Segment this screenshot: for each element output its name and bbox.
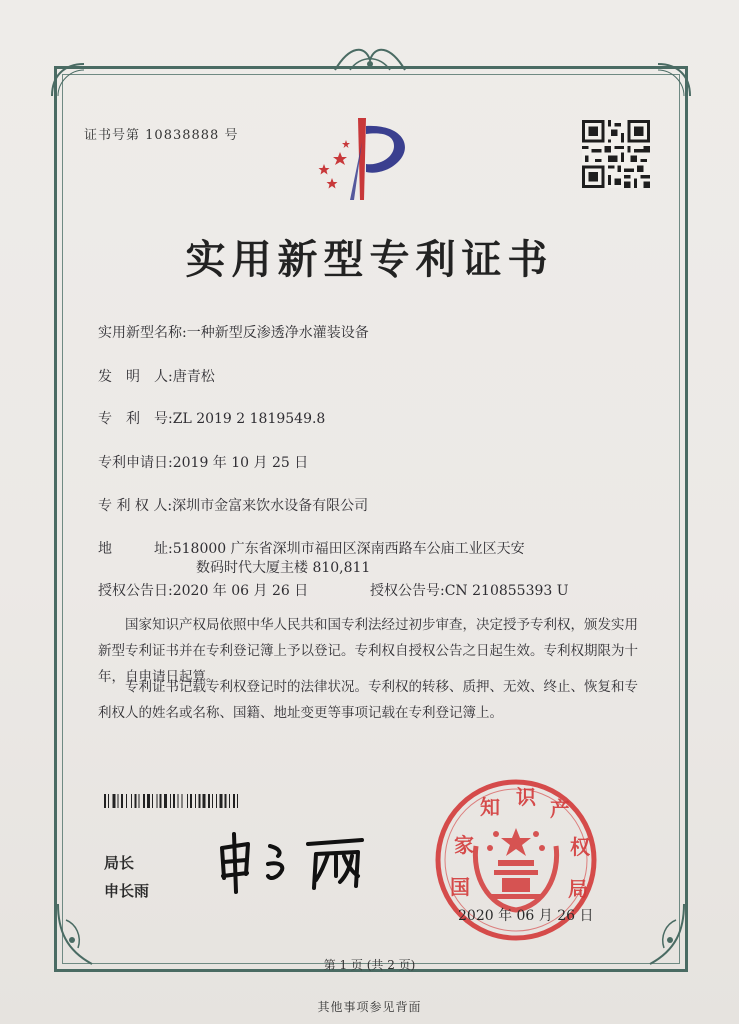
field-value: CN 210855393 U	[444, 583, 569, 599]
corner-ornament-tl	[48, 60, 88, 100]
certificate-title: 实用新型专利证书	[185, 236, 554, 283]
certificate-number-suffix: 号	[224, 128, 239, 143]
body-paragraph-2: 专利证书记载专利权登记时的法律状况。专利权的转移、质押、无效、终止、恢复和专利权人的姓名或名称、国籍、地址变更等事项记载在专利登记簿上。	[98, 679, 638, 721]
seal-date: 2020 年 06 月 26 日	[458, 908, 594, 924]
field-value: 518000 广东省深圳市福田区深南西路车公庙工业区天安	[172, 541, 525, 557]
field-value: ZL 2019 2 1819549.8	[172, 411, 326, 427]
field-label: 授权公告号:	[370, 583, 445, 599]
field-grant-number	[370, 580, 569, 600]
certificate-number	[84, 124, 238, 143]
field-label: 专 利 权 人:	[98, 498, 173, 514]
field-application-date	[98, 452, 308, 472]
field-patent-number	[98, 408, 325, 428]
qr-code-icon	[582, 120, 650, 188]
page-number: 第 1 页 (共 2 页)	[323, 958, 416, 972]
signatory-name: 申长雨	[104, 882, 150, 900]
field-address-line2: 数码时代大厦主楼 810,811	[196, 560, 371, 576]
corner-ornament-tr	[654, 60, 694, 100]
field-value: 深圳市金富来饮水设备有限公司	[172, 498, 369, 514]
back-side-note: 其他事项参见背面	[317, 1000, 422, 1014]
field-grant-date	[98, 580, 308, 600]
body-paragraph-1: 国家知识产权局依照中华人民共和国专利法经过初步审查，决定授予专利权，颁发实用新型专利证书并在专利登记簿上予以登记。专利权自授权公告之日起生效。专利权期限为十年，自申请日起算。	[98, 617, 638, 685]
certificate-number-value: 10838888	[145, 128, 220, 143]
cnipa-logo-icon	[310, 112, 420, 204]
svg-text:国 家 知 识 产: 国 家 知 识 产 权 局	[450, 785, 590, 901]
field-value: 唐青松	[172, 369, 215, 385]
field-label: 专 利 号:	[98, 411, 173, 427]
field-label: 地 址:	[98, 541, 173, 557]
certificate-number-label: 证书号第	[84, 128, 141, 143]
field-patentee	[98, 495, 368, 515]
field-label: 发 明 人:	[98, 369, 173, 385]
signatory-title: 局长	[104, 854, 135, 872]
field-address	[98, 538, 525, 558]
field-value: 一种新型反渗透净水灌装设备	[186, 325, 369, 341]
field-value: 2019 年 10 月 25 日	[172, 455, 309, 471]
field-label: 实用新型名称:	[98, 325, 187, 341]
top-ornament	[330, 40, 410, 76]
field-inventor	[98, 366, 215, 386]
handwritten-signature	[212, 826, 382, 896]
barcode-icon	[104, 794, 294, 808]
field-value: 2020 年 06 月 26 日	[172, 583, 309, 599]
field-label: 授权公告日:	[98, 583, 173, 599]
field-label: 专利申请日:	[98, 455, 173, 471]
field-utility-model-name	[98, 322, 369, 342]
